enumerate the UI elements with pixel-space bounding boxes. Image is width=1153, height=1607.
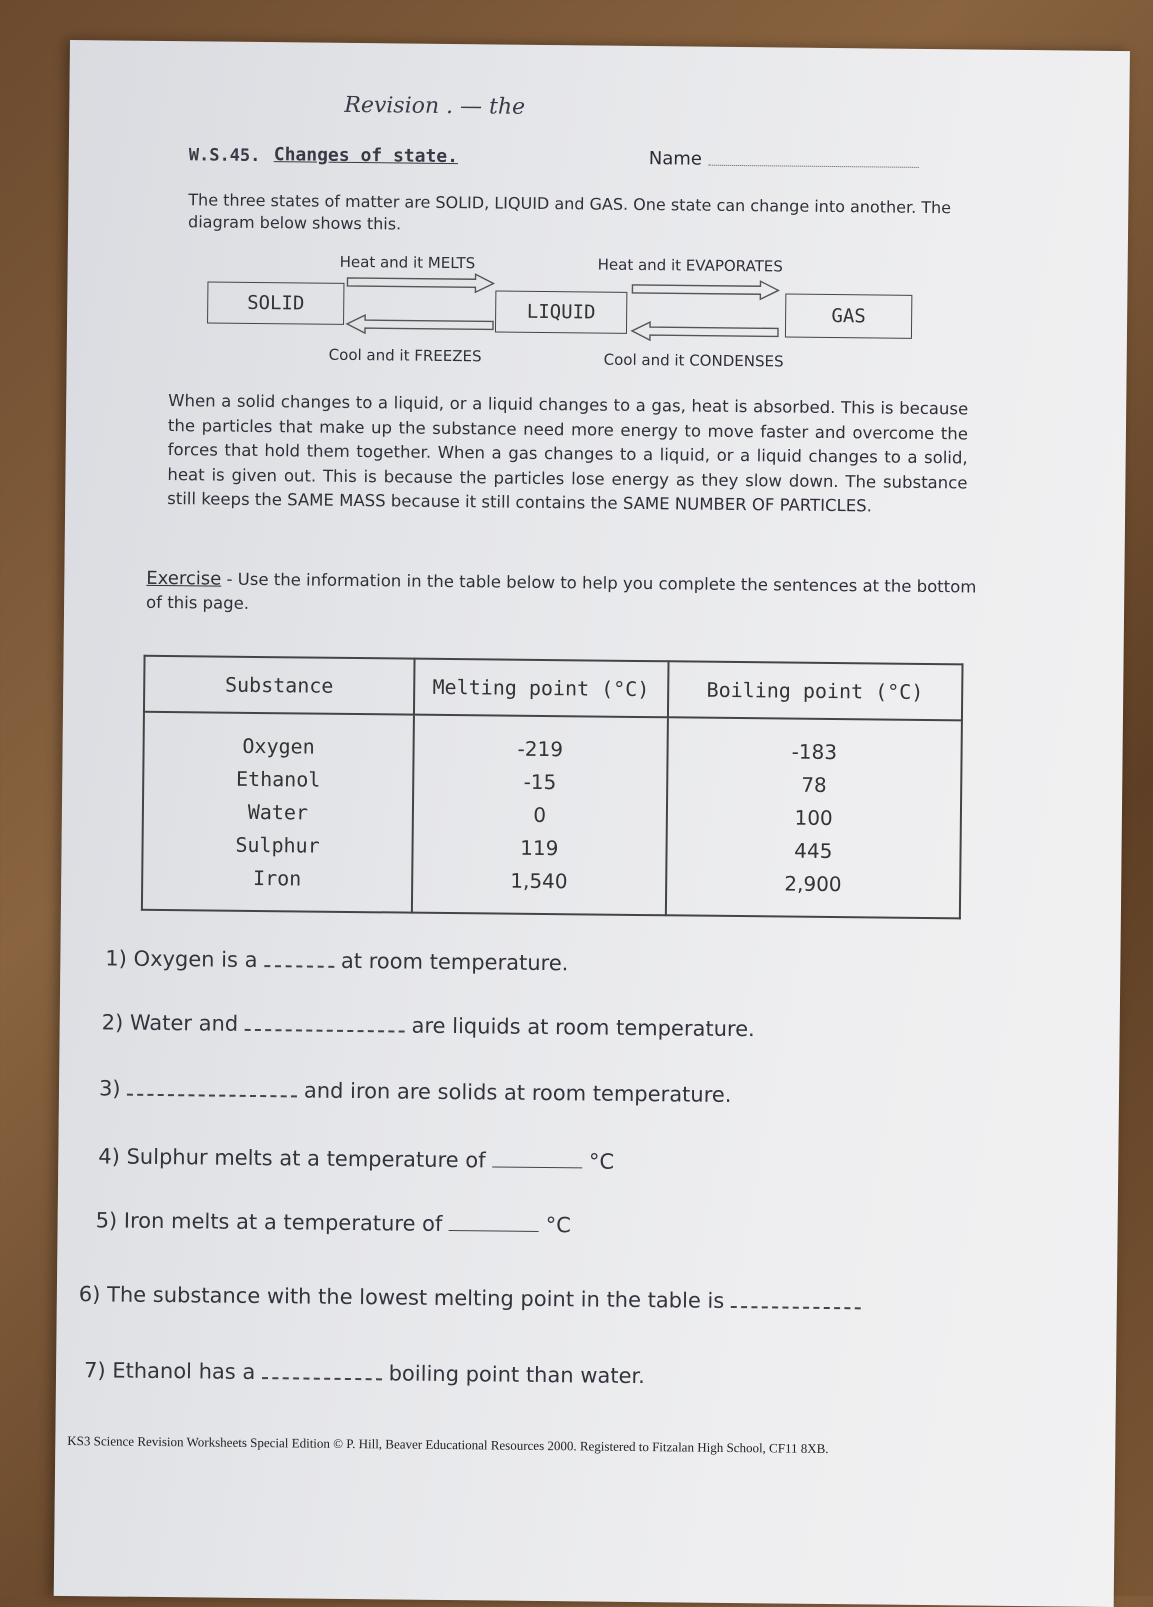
worksheet-code: W.S.45. — [188, 145, 261, 167]
answer-blank-1[interactable] — [264, 965, 334, 968]
worksheet-page — [54, 40, 1130, 1607]
question-1: 1) Oxygen is a at room temperature. — [105, 946, 569, 976]
melt-arrow-icon — [345, 271, 495, 295]
footer-credit: KS3 Science Revision Worksheets Special Edition © P. Hill, Beaver Educational Resources 2000. Registered to Fitzalan High School, CF11 8XB. — [67, 1433, 829, 1457]
solid-box: SOLID — [207, 281, 344, 324]
answer-blank-3[interactable] — [127, 1094, 297, 1098]
table-header-row — [144, 656, 963, 721]
table-header-substance: Substance — [144, 656, 415, 715]
question-6: 6) The substance with the lowest melting point in the table is — [79, 1282, 861, 1314]
answer-blank-7[interactable] — [262, 1377, 382, 1380]
evaporates-label: Heat and it EVAPORATES — [597, 255, 783, 276]
handwritten-note: Revision . — the — [344, 92, 526, 120]
answer-blank-4[interactable] — [492, 1166, 582, 1168]
question-2: 2) Water and are liquids at room temperature. — [101, 1010, 755, 1042]
worksheet-title: Changes of state. — [273, 144, 459, 168]
name-label: Name — [648, 148, 703, 170]
name-field-line[interactable] — [709, 165, 919, 168]
question-7: 7) Ethanol has a boiling point than water. — [83, 1358, 646, 1389]
answer-blank-2[interactable] — [245, 1029, 405, 1033]
substance-table — [141, 655, 964, 920]
exercise-instructions — [146, 567, 976, 624]
explanation-paragraph: When a solid changes to a liquid, or a liquid changes to a gas, heat is absorbed. This is because the particles that make up the substance need more energy to move faster and overcome the forces that hold them together. When a gas changes to a liquid, or a liquid changes to a solid, heat is given out. This is because the particles lose energy as they slow down. The substance still keeps the SAME MASS because it still contains the SAME NUMBER OF PARTICLES. — [167, 391, 969, 516]
boiling-column: -183 78 100 445 2,900 — [665, 717, 962, 918]
condense-arrow-icon — [630, 320, 780, 344]
answer-blank-6[interactable] — [731, 1306, 861, 1309]
freezes-label: Cool and it FREEZES — [328, 345, 482, 366]
table-header-melting: Melting point (°C) — [414, 659, 668, 718]
gas-box: GAS — [785, 294, 912, 339]
evaporate-arrow-icon — [630, 278, 780, 302]
question-5: 5) Iron melts at a temperature of °C — [95, 1208, 572, 1238]
condenses-label: Cool and it CONDENSES — [603, 350, 784, 371]
question-4: 4) Sulphur melts at a temperature of °C — [98, 1144, 615, 1174]
table-row — [142, 712, 962, 919]
melting-column: -219 -15 0 119 1,540 — [412, 715, 668, 916]
exercise-title: Exercise — [146, 567, 222, 590]
freeze-arrow-icon — [345, 313, 495, 337]
substance-column: Oxygen Ethanol Water Sulphur Iron — [142, 712, 414, 913]
melts-label: Heat and it MELTS — [339, 252, 476, 273]
intro-paragraph: The three states of matter are SOLID, LIQUID and GAS. One state can change into another. The diagram below shows this. — [188, 190, 952, 234]
liquid-box: LIQUID — [495, 290, 627, 333]
exercise-text: - Use the information in the table below to help you complete the sentences at the bottom of this page. — [146, 569, 977, 613]
answer-blank-5[interactable] — [449, 1230, 539, 1232]
question-3: 3) and iron are solids at room temperature. — [98, 1076, 732, 1107]
table-header-boiling: Boiling point (°C) — [667, 661, 962, 720]
